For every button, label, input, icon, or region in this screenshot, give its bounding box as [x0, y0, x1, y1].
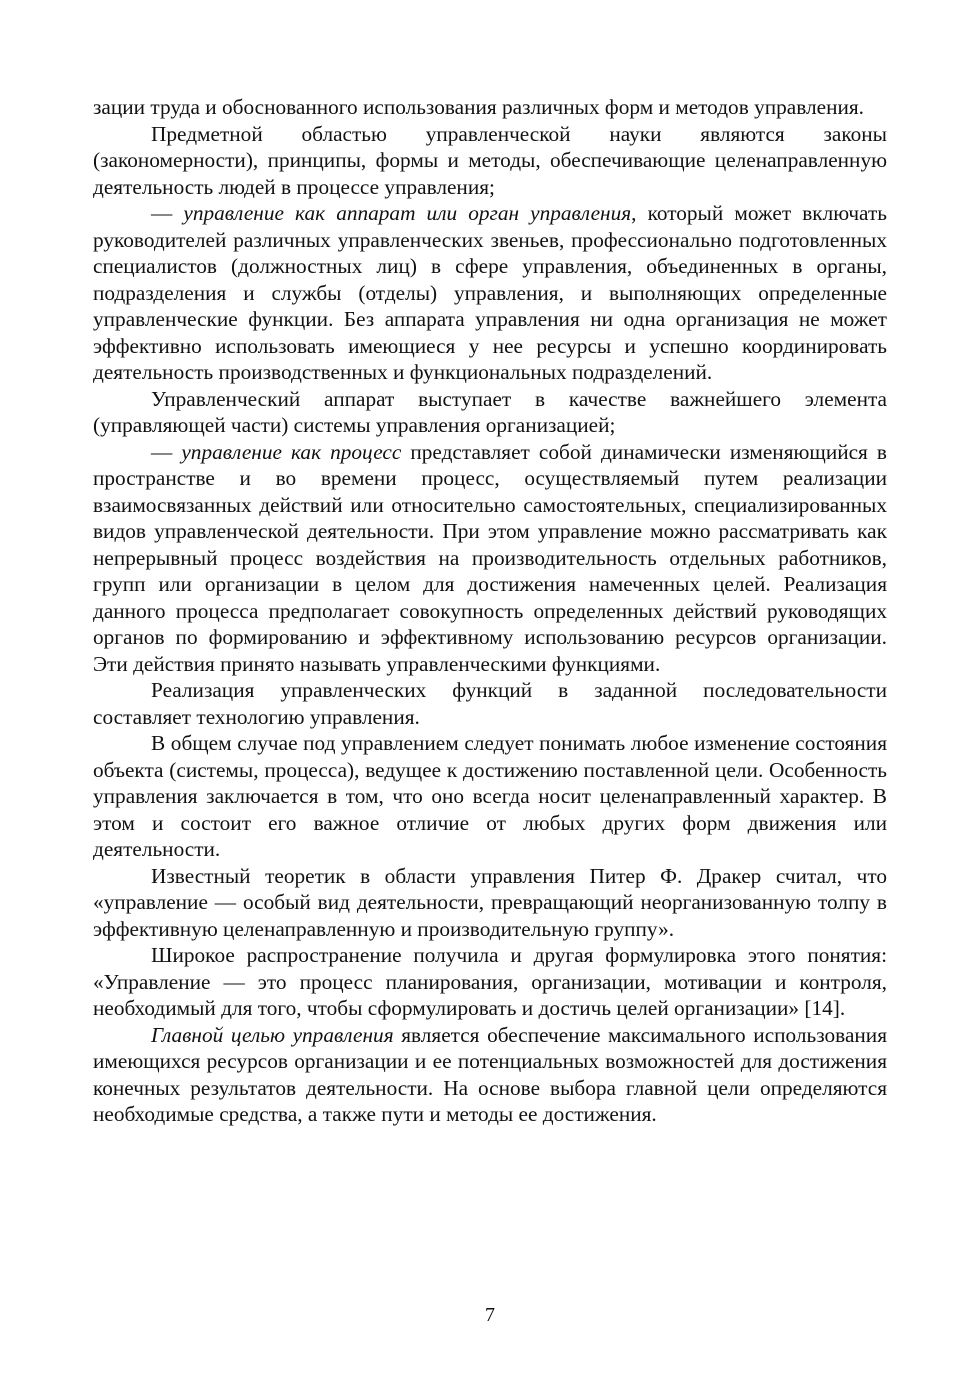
paragraph-italic-term: управление как аппарат или орган управления	[183, 201, 632, 225]
paragraph-8	[93, 863, 887, 943]
paragraph-9	[93, 942, 887, 1022]
paragraph-italic-term: управление как процесс	[181, 439, 402, 464]
paragraph-1	[93, 94, 887, 121]
paragraph-6	[93, 677, 887, 730]
paragraph-text: является обеспечение максимального использования имеющихся ресурсов организации и ее потенциальных возможностей для достижения конечных результатов деятельности. На основе выбора главной цели определяются необходимые средства, а также пути и методы ее достижения.	[93, 1022, 887, 1126]
paragraph-text: Реализация управленческих функций в заданной последовательности составляет технологию управления.	[93, 678, 887, 729]
paragraph-text: В общем случае под управлением следует понимать любое изменение состояния объекта (системы, процесса), ведущее к достижению поставленной цели. Особенность управления заключается в том, что оно всегда носит целенаправленный характер. В этом и состоит его важное отличие от любых других форм движения или деятельности.	[93, 731, 887, 861]
paragraph-text: Предметной областью управленческой науки являются законы (закономерности), принципы, формы и методы, обеспечивающие целенаправленную деятельность людей в процессе управления;	[93, 121, 887, 199]
paragraph-text: представляет собой динамически изменяющийся в пространстве и во времени процесс, осуществляемый путем реализации взаимосвязанных действий или относительно самостоятельных, специализированных видов управленческой деятельности. При этом управление можно рассматривать как непрерывный процесс воздействия на производительность отдельных работников, групп или организации в целом для достижения намеченных целей. Реализация данного процесса предполагает совокупность определенных действий руководящих органов по формированию и эффективному использованию ресурсов организации. Эти действия принято называть управленческими функциями.	[93, 439, 887, 676]
paragraph-5	[93, 439, 887, 678]
paragraph-10	[93, 1022, 887, 1128]
page-body	[93, 94, 887, 1128]
paragraph-7	[93, 730, 887, 863]
paragraph-3	[93, 200, 887, 386]
paragraph-text: Широкое распространение получила и другая формулировка этого понятия: «Управление — это процесс планирования, организации, мотивации и контроля, необходимый для того, чтобы сформулировать и достичь целей организации» [14].	[93, 943, 887, 1020]
paragraph-lead-dash: —	[151, 439, 182, 464]
paragraph-2	[93, 121, 887, 201]
paragraph-italic-term: Главной целью управления	[151, 1022, 394, 1047]
paragraph-text: Известный теоретик в области управления Питер Ф. Дракер считал, что «управление — особый вид деятельности, превращающий неорганизованную толпу в эффективную целенаправленную и производительную группу».	[93, 863, 887, 941]
paragraph-text: зации труда и обоснованного использования различных форм и методов управления.	[93, 95, 864, 119]
paragraph-lead-dash: —	[151, 201, 184, 225]
page-number: 7	[485, 1304, 495, 1326]
paragraph-text: , который может включать руководителей различных управленческих звеньев, профессионально подготовленных специалистов (должностных лиц) в сфере управления, объединенных в органы, подразделения и службы (отделы) управления, и выполняющих определенные управленческие функции. Без аппарата управления ни одна организация не может эффективно использовать имеющиеся у нее ресурсы и успешно координировать деятельность производственных и функциональных подразделений.	[93, 201, 887, 384]
paragraph-text: Управленческий аппарат выступает в качестве важнейшего элемента (управляющей части) системы управления организацией;	[93, 386, 887, 437]
paragraph-4	[93, 386, 887, 439]
